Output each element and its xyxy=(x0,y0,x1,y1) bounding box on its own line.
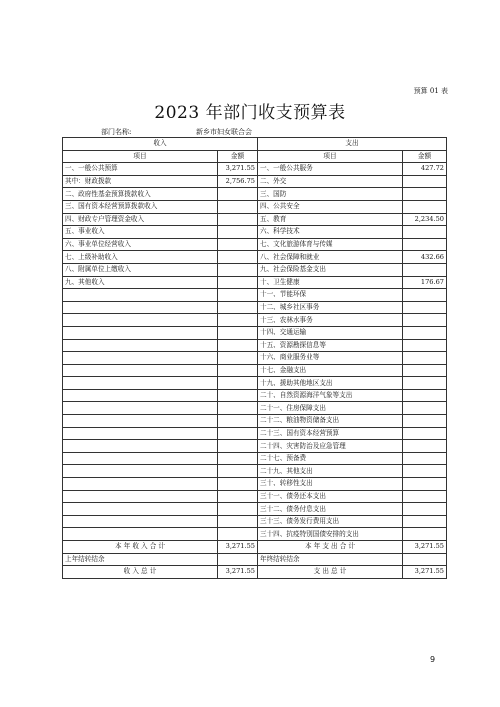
expense-item-cell: 十二、城乡社区事务 xyxy=(258,301,403,314)
expense-item-cell: 二十七、预备费 xyxy=(258,452,403,465)
income-amount-cell xyxy=(218,263,258,276)
page-number: 9 xyxy=(430,655,436,664)
year-income-value: 3,271.55 xyxy=(218,541,258,554)
expense-amount-cell xyxy=(403,301,447,314)
income-amount-cell xyxy=(218,415,258,428)
income-section-header: 收入 xyxy=(63,138,258,151)
income-item-cell: 五、事业收入 xyxy=(63,226,218,239)
expense-amount-cell xyxy=(403,364,447,377)
income-item-cell xyxy=(63,478,218,491)
income-item-cell xyxy=(63,301,218,314)
expense-amount-cell xyxy=(403,415,447,428)
expense-item-cell: 七、文化旅游体育与传媒 xyxy=(258,238,403,251)
income-amount-cell xyxy=(218,503,258,516)
expense-item-cell: 三十一、债务还本支出 xyxy=(258,490,403,503)
table-row xyxy=(63,503,447,516)
year-income-label: 本 年 收 入 合 计 xyxy=(63,541,218,554)
income-amount-cell xyxy=(218,427,258,440)
income-amount-cell xyxy=(218,251,258,264)
income-amount-cell xyxy=(218,289,258,302)
year-expense-label: 本 年 支 出 合 计 xyxy=(258,541,403,554)
expense-item-cell: 二十二、粮油物资储备支出 xyxy=(258,415,403,428)
page-title: 2023 年部门收支预算表 xyxy=(154,103,346,123)
table-row xyxy=(63,427,447,440)
expense-item-cell: 二十三、国有资本经营预算 xyxy=(258,427,403,440)
table-row xyxy=(63,440,447,453)
expense-amount-cell xyxy=(403,377,447,390)
income-item-cell xyxy=(63,326,218,339)
expense-item-cell: 二十九、其他支出 xyxy=(258,465,403,478)
table-row xyxy=(63,490,447,503)
income-item-cell xyxy=(63,289,218,302)
expense-amount-cell xyxy=(403,314,447,327)
table-row xyxy=(63,226,447,239)
income-item-cell xyxy=(63,377,218,390)
income-amount-cell xyxy=(218,465,258,478)
table-row xyxy=(63,364,447,377)
income-item-cell xyxy=(63,490,218,503)
budget-table-body xyxy=(63,138,447,541)
expense-amount-cell xyxy=(403,427,447,440)
income-item-cell xyxy=(63,528,218,541)
income-amount-cell xyxy=(218,314,258,327)
table-row xyxy=(63,515,447,528)
income-amount-cell xyxy=(218,440,258,453)
carry-out-value xyxy=(403,553,447,566)
total-expense-value: 3,271.55 xyxy=(403,566,447,579)
expense-item-cell: 十一、节能环保 xyxy=(258,289,403,302)
expense-item-cell: 十三、农林水事务 xyxy=(258,314,403,327)
expense-amount-cell xyxy=(403,289,447,302)
income-amount-cell xyxy=(218,377,258,390)
income-item-cell: 一、一般公共预算 xyxy=(63,163,218,176)
table-row xyxy=(63,389,447,402)
expense-item-cell: 二十一、住房保障支出 xyxy=(258,402,403,415)
table-row xyxy=(63,213,447,226)
income-item-cell: 其中：财政拨款 xyxy=(63,175,218,188)
expense-amount-cell xyxy=(403,490,447,503)
carry-in-value xyxy=(218,553,258,566)
income-item-cell: 七、上级补助收入 xyxy=(63,251,218,264)
expense-amount-header: 金额 xyxy=(403,150,447,163)
income-amount-cell xyxy=(218,301,258,314)
year-total-row xyxy=(63,541,447,554)
expense-item-header: 项目 xyxy=(258,150,403,163)
grand-total-row xyxy=(63,566,447,579)
carryover-row xyxy=(63,553,447,566)
expense-item-cell: 一、一般公共服务 xyxy=(258,163,403,176)
expense-item-cell: 十九、援助其他地区支出 xyxy=(258,377,403,390)
expense-item-cell: 五、教育 xyxy=(258,213,403,226)
total-income-label: 收 入 总 计 xyxy=(63,566,218,579)
expense-item-cell: 三十四、抗疫特别国债安排的支出 xyxy=(258,528,403,541)
expense-amount-cell xyxy=(403,465,447,478)
income-amount-cell xyxy=(218,276,258,289)
expense-item-cell: 二十四、灾害防治及应急管理 xyxy=(258,440,403,453)
income-item-cell xyxy=(63,402,218,415)
expense-amount-cell xyxy=(403,352,447,365)
income-amount-cell xyxy=(218,490,258,503)
expense-item-cell: 十四、交通运输 xyxy=(258,326,403,339)
table-row xyxy=(63,200,447,213)
income-item-cell xyxy=(63,465,218,478)
expense-item-cell: 二十、自然资源海洋气象等支出 xyxy=(258,389,403,402)
expense-item-cell: 三十三、债务发行费用支出 xyxy=(258,515,403,528)
expense-amount-cell xyxy=(403,238,447,251)
year-expense-value: 3,271.55 xyxy=(403,541,447,554)
table-row xyxy=(63,289,447,302)
income-item-cell: 四、财政专户管理资金收入 xyxy=(63,213,218,226)
expense-amount-cell xyxy=(403,440,447,453)
expense-amount-cell xyxy=(403,200,447,213)
income-item-cell: 三、国有资本经营预算拨款收入 xyxy=(63,200,218,213)
income-item-cell: 九、其他收入 xyxy=(63,276,218,289)
income-item-cell: 六、事业单位经营收入 xyxy=(63,238,218,251)
expense-item-cell: 八、社会保障和就业 xyxy=(258,251,403,264)
income-amount-cell xyxy=(218,226,258,239)
income-item-cell xyxy=(63,427,218,440)
income-item-cell xyxy=(63,339,218,352)
table-row xyxy=(63,452,447,465)
income-item-cell xyxy=(63,314,218,327)
expense-item-cell: 十六、商业服务业等 xyxy=(258,352,403,365)
expense-item-cell: 三、国防 xyxy=(258,188,403,201)
expense-amount-cell xyxy=(403,339,447,352)
table-row xyxy=(63,402,447,415)
expense-item-cell: 十七、金融支出 xyxy=(258,364,403,377)
income-amount-cell xyxy=(218,238,258,251)
expense-amount-cell xyxy=(403,326,447,339)
table-row xyxy=(63,528,447,541)
income-amount-cell xyxy=(218,528,258,541)
income-amount-cell xyxy=(218,188,258,201)
income-item-cell xyxy=(63,440,218,453)
income-amount-cell xyxy=(218,213,258,226)
income-amount-cell xyxy=(218,515,258,528)
expense-amount-cell xyxy=(403,402,447,415)
table-row xyxy=(63,251,447,264)
income-amount-cell xyxy=(218,200,258,213)
income-amount-cell xyxy=(218,352,258,365)
income-amount-cell xyxy=(218,326,258,339)
table-row xyxy=(63,352,447,365)
total-expense-label: 支 出 总 计 xyxy=(258,566,403,579)
expense-amount-cell xyxy=(403,515,447,528)
table-row xyxy=(63,276,447,289)
expense-amount-cell: 427.72 xyxy=(403,163,447,176)
table-row xyxy=(63,314,447,327)
income-item-cell: 二、政府性基金预算拨款收入 xyxy=(63,188,218,201)
form-tag: 预算 01 表 xyxy=(413,87,448,95)
header-row-sections xyxy=(63,138,447,151)
income-amount-cell xyxy=(218,478,258,491)
expense-amount-cell: 2,234.50 xyxy=(403,213,447,226)
expense-section-header: 支出 xyxy=(258,138,447,151)
income-item-cell: 八、附属单位上缴收入 xyxy=(63,263,218,276)
table-row xyxy=(63,339,447,352)
expense-item-cell: 三十二、债务付息支出 xyxy=(258,503,403,516)
expense-amount-cell xyxy=(403,478,447,491)
totals-body xyxy=(63,541,447,579)
table-row xyxy=(63,163,447,176)
carry-out-label: 年终结转结余 xyxy=(258,553,403,566)
table-row xyxy=(63,263,447,276)
expense-item-cell: 四、公共安全 xyxy=(258,200,403,213)
expense-amount-cell: 432.66 xyxy=(403,251,447,264)
income-item-header: 项目 xyxy=(63,150,218,163)
expense-amount-cell xyxy=(403,263,447,276)
income-item-cell xyxy=(63,364,218,377)
income-amount-cell xyxy=(218,452,258,465)
table-row xyxy=(63,188,447,201)
income-item-cell xyxy=(63,352,218,365)
expense-item-cell: 九、社会保险基金支出 xyxy=(258,263,403,276)
expense-item-cell: 六、科学技术 xyxy=(258,226,403,239)
expense-amount-cell xyxy=(403,175,447,188)
table-row xyxy=(63,301,447,314)
income-amount-cell xyxy=(218,389,258,402)
income-amount-cell xyxy=(218,339,258,352)
expense-item-cell: 二、外交 xyxy=(258,175,403,188)
expense-amount-cell xyxy=(403,389,447,402)
expense-item-cell: 十、卫生健康 xyxy=(258,276,403,289)
table-row xyxy=(63,478,447,491)
income-item-cell xyxy=(63,452,218,465)
expense-amount-cell xyxy=(403,226,447,239)
expense-amount-cell: 176.67 xyxy=(403,276,447,289)
income-amount-cell xyxy=(218,402,258,415)
income-item-cell xyxy=(63,515,218,528)
income-amount-cell xyxy=(218,364,258,377)
expense-item-cell: 十五、资源勘探信息等 xyxy=(258,339,403,352)
table-row xyxy=(63,326,447,339)
income-item-cell xyxy=(63,389,218,402)
header-row-columns xyxy=(63,150,447,163)
income-item-cell xyxy=(63,415,218,428)
table-row xyxy=(63,175,447,188)
department-value: 新乡市妇女联合会 xyxy=(196,128,252,136)
budget-table xyxy=(62,137,447,579)
income-amount-cell: 3,271.55 xyxy=(218,163,258,176)
expense-amount-cell xyxy=(403,188,447,201)
department-label: 部门名称: xyxy=(101,128,132,136)
income-item-cell xyxy=(63,503,218,516)
expense-amount-cell xyxy=(403,452,447,465)
table-row xyxy=(63,377,447,390)
expense-amount-cell xyxy=(403,528,447,541)
income-amount-cell: 2,756.75 xyxy=(218,175,258,188)
table-row xyxy=(63,238,447,251)
expense-item-cell: 三十、转移性支出 xyxy=(258,478,403,491)
expense-amount-cell xyxy=(403,503,447,516)
carry-in-label: 上年结转结余 xyxy=(63,553,218,566)
table-row xyxy=(63,415,447,428)
total-income-value: 3,271.55 xyxy=(218,566,258,579)
income-amount-header: 金额 xyxy=(218,150,258,163)
table-row xyxy=(63,465,447,478)
